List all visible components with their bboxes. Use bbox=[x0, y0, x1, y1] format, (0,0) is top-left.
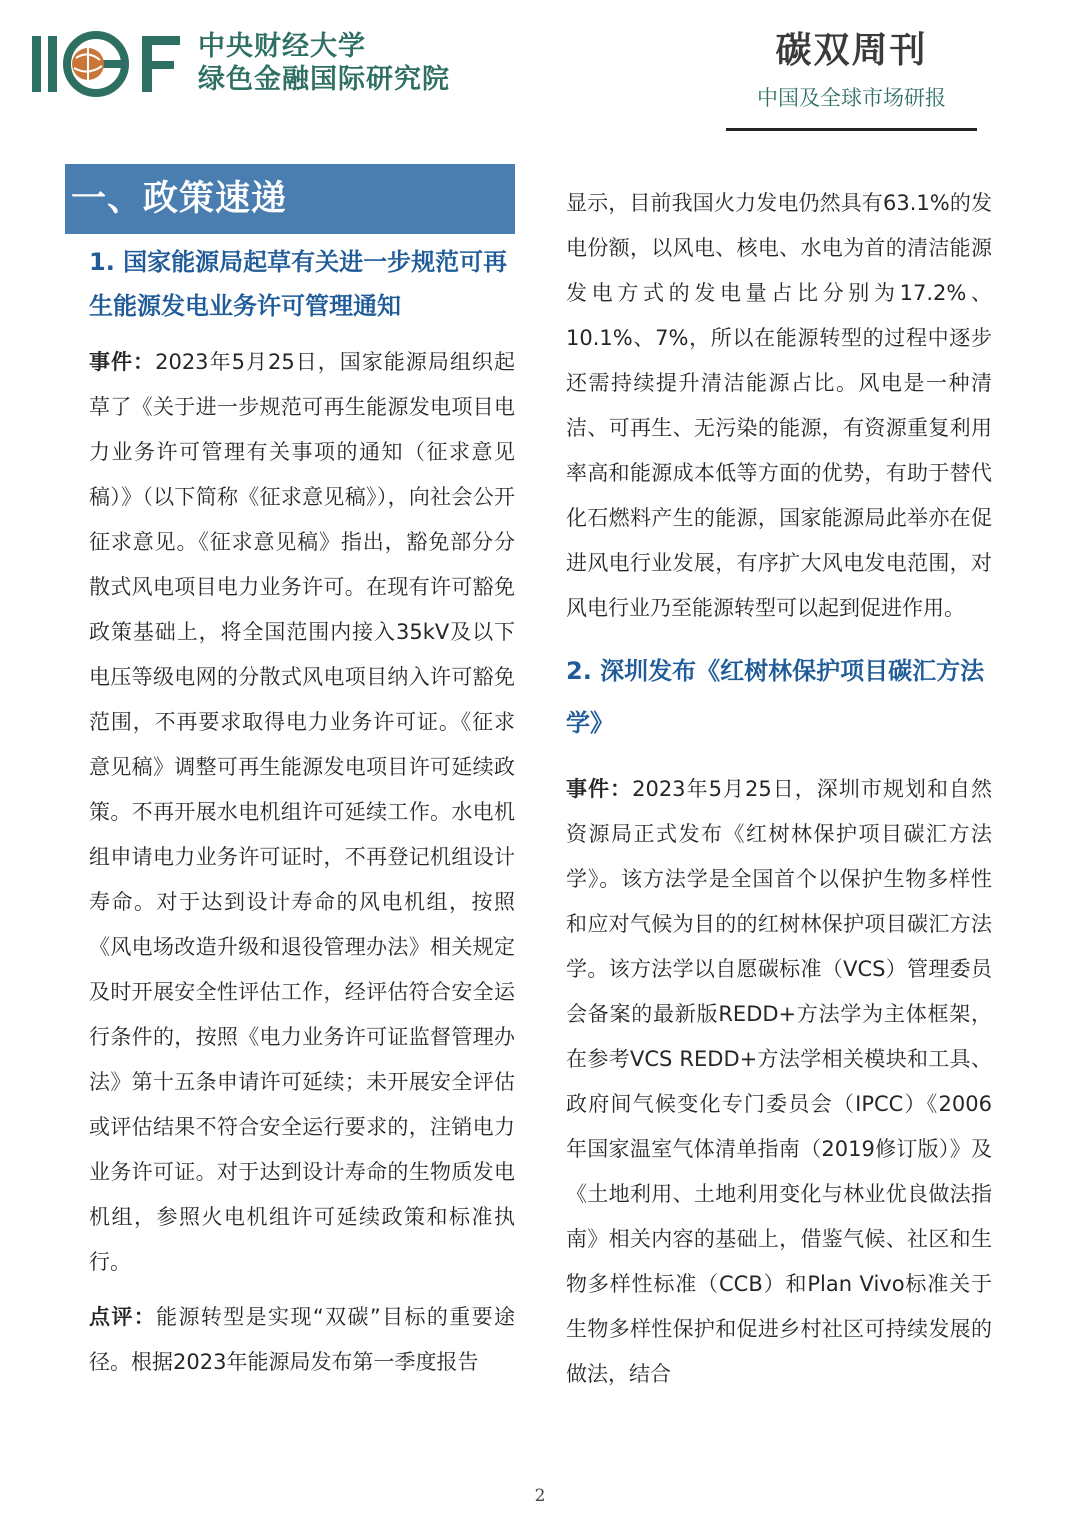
iigf-logo bbox=[32, 30, 192, 98]
section-title: 一、政策速递 bbox=[65, 164, 515, 234]
globe-icon bbox=[67, 35, 128, 93]
article2-title: 2. 深圳发布《红树林保护项目碳汇方法学》 bbox=[566, 657, 985, 737]
article1-comment bbox=[89, 1295, 515, 1385]
header-rule bbox=[726, 128, 977, 131]
comment-text: 能源转型是实现“双碳”目标的重要途径。根据2023年能源局发布第一季度报告 bbox=[89, 1305, 516, 1374]
comment-label: 点评： bbox=[89, 1305, 157, 1329]
article1-body bbox=[65, 240, 515, 1385]
right-column bbox=[566, 181, 992, 1397]
article2-event bbox=[566, 767, 992, 1397]
event-text: 2023年5月25日，深圳市规划和自然资源局正式发布《红树林保护项目碳汇方法学》。该方法学是全国首个以保护生物多样性和应对气候为目的的红树林保护项目碳汇方法学。该方法学以自愿碳标准（VCS）管理委员会备案的最新版REDD+方法学为主体框架，在参考VCS REDD+方法学相关模块和工具、政府间气候变化专门委员会（IPCC）《2006年国家温室气体清单指南（2019修订版）》及《土地利用、土地利用变化与林业优良做法指南》相关内容的基础上，借鉴气候、社区和生物多样性标准（CCB）和Plan Vivo标准关于生物多样性保护和促进乡村社区可持续发展的做法，结合 bbox=[566, 777, 993, 1386]
org-name-line1: 中央财经大学 bbox=[198, 31, 366, 62]
event-label: 事件： bbox=[566, 777, 633, 801]
org-name bbox=[198, 30, 450, 96]
publication-title: 碳双周刊 bbox=[775, 30, 928, 71]
article1-title: 1. 国家能源局起草有关进一步规范可再生能源发电业务许可管理通知 bbox=[89, 248, 508, 320]
publication-subtitle: 中国及全球市场研报 bbox=[757, 86, 946, 110]
org-name-line2: 绿色金融国际研究院 bbox=[198, 64, 450, 95]
page-number: 2 bbox=[534, 1486, 546, 1506]
event-text: 2023年5月25日，国家能源局组织起草了《关于进一步规范可再生能源发电项目电力业务许可管理有关事项的通知（征求意见稿）》（以下简称《征求意见稿》），向社会公开征求意见。《征求意见稿》指出，豁免部分分散式风电项目电力业务许可。在现有许可豁免政策基础上，将全国范围内接入35kV及以下电压等级电网的分散式风电项目纳入许可豁免范围，不再要求取得电力业务许可证。《征求意见稿》调整可再生能源发电项目许可延续政策。不再开展水电机组许可延续工作。水电机组申请电力业务许可证时，不再登记机组设计寿命。对于达到设计寿命的风电机组，按照《风电场改造升级和退役管理办法》相关规定及时开展安全性评估工作，经评估符合安全运行条件的，按照《电力业务许可证监督管理办法》第十五条申请许可延续；未开展安全评估或评估结果不符合安全运行要求的，注销电力业务许可证。对于达到设计寿命的生物质发电机组，参照火电机组许可延续政策和标准执行。 bbox=[89, 350, 516, 1274]
article1-event bbox=[89, 340, 515, 1285]
publication-brand bbox=[726, 26, 977, 113]
left-column bbox=[65, 164, 515, 1385]
article1-comment-continued: 显示，目前我国火力发电仍然具有63.1%的发电份额，以风电、核电、水电为首的清洁能源发电方式的发电量占比分别为17.2%、10.1%、7%，所以在能源转型的过程中逐步还需持续提升清洁能源占比。风电是一种清洁、可再生、无污染的能源，有资源重复利用率高和能源成本低等方面的优势，有助于替代化石燃料产生的能源，国家能源局此举亦在促进风电行业发展，有序扩大风电发电范围，对风电行业乃至能源转型可以起到促进作用。 bbox=[566, 191, 992, 620]
event-label: 事件： bbox=[89, 350, 156, 374]
